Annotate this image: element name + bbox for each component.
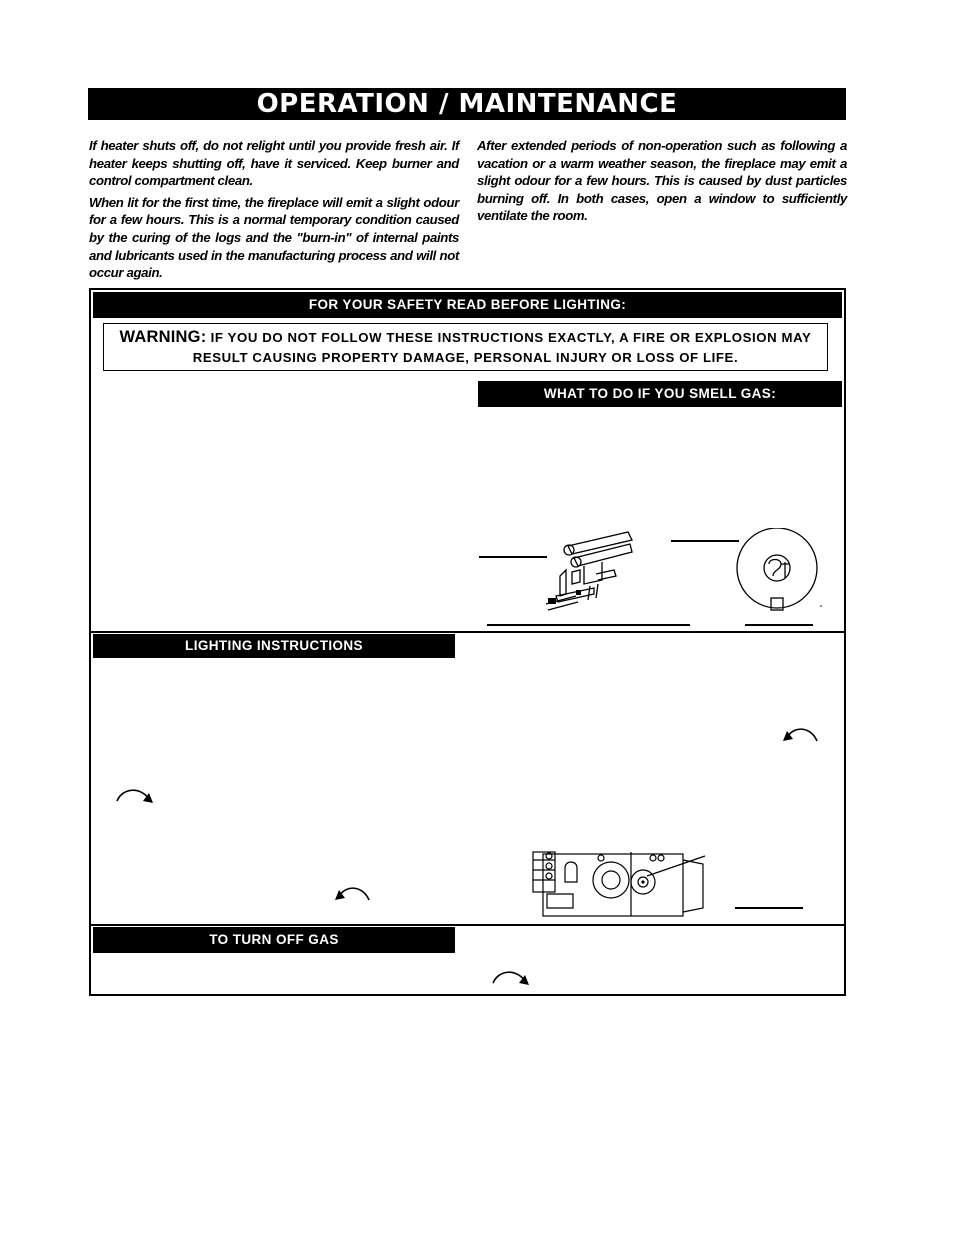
warning-label: WARNING:: [119, 328, 207, 346]
gas-valve-drawing: [529, 846, 709, 920]
turn-off-gas-header: TO TURN OFF GAS: [93, 927, 455, 953]
smell-gas-header: WHAT TO DO IF YOU SMELL GAS:: [478, 381, 842, 407]
warning-text: IF YOU DO NOT FOLLOW THESE INSTRUCTIONS EXACTLY, A FIRE OR EXPLOSION MAY RESULT CAUSING PROPERTY DAMAGE, PERSONAL INJURY OR LOSS OF LIFE.: [192, 330, 812, 365]
clockwise-arrow-icon: [489, 965, 531, 987]
knob-label-line: [671, 540, 739, 542]
counterclockwise-arrow-icon: [781, 723, 823, 745]
valve-label-line: [735, 907, 803, 909]
lighting-instructions-header: LIGHTING INSTRUCTIONS: [93, 634, 455, 658]
intro-left-column: [89, 137, 459, 286]
counterclockwise-arrow-icon: [331, 882, 373, 904]
pilot-burner-drawing: [536, 522, 642, 614]
intro-paragraph-first-lit: When lit for the first time, the fireplace will emit a slight odour for a few hours. This is a normal temporary condition caused by the curing of the logs and the "burn-in" of internal paints and lubricants used in the manufacturing process and will not occur again.: [89, 194, 459, 281]
warning-box: [103, 323, 828, 371]
intro-right-column: [477, 137, 847, 229]
intro-paragraph-non-operation: After extended periods of non-operation such as following a vacation or a warm weather season, the fireplace may emit a slight odour for a few hours. This is caused by dust particles burning off. In both cases, open a window to sufficiently ventilate the room.: [477, 138, 847, 224]
clockwise-arrow-icon: [113, 785, 155, 807]
pilot-caption-line: [487, 624, 690, 626]
page-title: OPERATION / MAINTENANCE: [88, 88, 846, 120]
knob-caption-line: [745, 624, 813, 626]
safety-instructions-box: [89, 288, 846, 996]
section-divider-lighting: [91, 631, 844, 633]
gas-knob-drawing: [731, 528, 823, 612]
safety-header: FOR YOUR SAFETY READ BEFORE LIGHTING:: [93, 292, 842, 318]
intro-paragraph-fresh-air: If heater shuts off, do not relight until you provide fresh air. If heater keeps shutting off, have it serviced. Keep burner and control compartment clean.: [89, 138, 459, 189]
section-divider-turn-off: [91, 924, 844, 926]
